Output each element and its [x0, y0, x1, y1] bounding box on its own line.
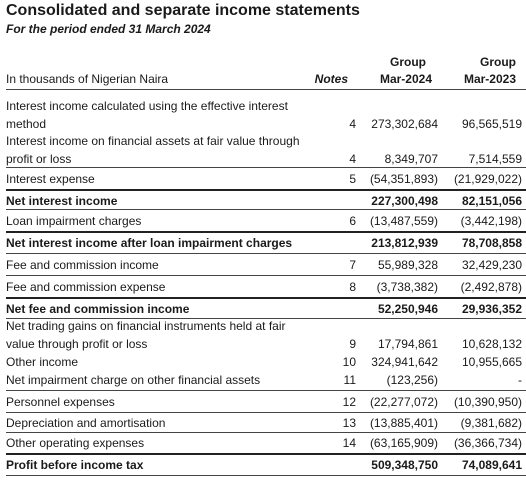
row-value-2024: 324,941,642: [371, 355, 438, 369]
row-value-2024: (22,277,072): [369, 395, 438, 409]
row-value-2023: (21,929,022): [453, 172, 522, 186]
subtotal-rule: [6, 297, 526, 299]
row-value-2024: (13,487,559): [369, 214, 438, 228]
table-row: [6, 234, 526, 252]
table-row: [6, 317, 526, 353]
row-note: 11: [343, 373, 356, 387]
table-row: [6, 353, 526, 371]
row-value-2024: 273,302,684: [371, 117, 438, 131]
row-divider: [6, 475, 526, 476]
row-value-2024: 509,348,750: [371, 458, 438, 472]
row-value-2023: (10,390,950): [453, 395, 522, 409]
table-row: [6, 278, 526, 296]
row-value-2024: 52,250,946: [377, 302, 438, 316]
row-label: Fee and commission expense: [6, 280, 166, 294]
row-value-2023: 32,429,230: [461, 258, 522, 272]
row-label: Personnel expenses: [6, 395, 115, 409]
table-row: [6, 414, 526, 432]
row-value-2023: (3,442,198): [460, 214, 522, 228]
row-note: 6: [349, 214, 356, 228]
row-value-2023: (36,366,734): [453, 436, 522, 450]
table-row: [6, 300, 526, 318]
row-note: 8: [349, 280, 356, 294]
row-label: Net trading gains on financial instruments held at fair value through profit or loss: [6, 319, 286, 351]
row-value-2023: 29,936,352: [461, 302, 522, 316]
row-label: Interest income on financial assets at fair value through profit or loss: [6, 134, 300, 166]
subtotal-rule: [6, 189, 526, 191]
row-value-2024: 17,794,861: [377, 337, 438, 351]
row-label: Net impairment charge on other financial assets: [6, 373, 261, 387]
table-row: [6, 132, 526, 168]
row-note: 4: [349, 152, 356, 166]
row-value-2024: 55,989,328: [377, 258, 438, 272]
statement-period: For the period ended 31 March 2024: [6, 22, 211, 36]
row-note: 14: [342, 436, 356, 450]
table-row: [6, 256, 526, 274]
row-value-2023: 10,628,132: [461, 337, 522, 351]
row-divider: [6, 209, 526, 210]
row-label: Fee and commission income: [6, 258, 159, 272]
row-value-2024: 213,812,939: [371, 236, 438, 250]
row-note: 5: [349, 172, 356, 186]
header-rule: [6, 89, 526, 90]
row-value-2023: (9,381,682): [460, 416, 522, 430]
row-value-2024: 8,349,707: [384, 152, 438, 166]
row-note: 4: [349, 117, 356, 131]
col2-header-period: Mar-2023: [463, 72, 516, 86]
row-label: Net interest income: [6, 194, 118, 208]
row-label: Net interest income after loan impairment charges: [6, 236, 293, 250]
table-row: [6, 212, 526, 230]
row-label: Other operating expenses: [6, 436, 145, 450]
subtotal-rule: [6, 453, 526, 455]
row-label: Depreciation and amortisation: [6, 416, 166, 430]
row-value-2024: (123,256): [386, 373, 438, 387]
row-label: Interest expense: [6, 172, 95, 186]
row-label: Interest income calculated using the effective interest method: [6, 99, 288, 131]
row-divider: [6, 167, 526, 168]
row-value-2024: 227,300,498: [371, 194, 438, 208]
row-label: Profit before income tax: [6, 458, 144, 472]
table-row: [6, 97, 526, 133]
table-row: [6, 393, 526, 411]
row-value-2023: (2,492,878): [460, 280, 522, 294]
col1-header-group: Group: [390, 55, 426, 69]
row-value-2023: 74,089,641: [461, 458, 522, 472]
row-value-2024: (63,165,909): [369, 436, 438, 450]
table-row: [6, 434, 526, 452]
notes-header: Notes: [314, 72, 348, 86]
statement-title: Consolidated and separate income statements: [6, 2, 360, 19]
units-label: In thousands of Nigerian Naira: [6, 72, 169, 86]
row-note: 10: [342, 355, 356, 369]
col1-header-period: Mar-2024: [379, 72, 432, 86]
table-row: [6, 170, 526, 188]
row-divider: [6, 412, 526, 413]
row-divider: [6, 432, 526, 433]
row-value-2023: -: [518, 373, 522, 387]
row-label: Net fee and commission income: [6, 302, 190, 316]
row-note: 7: [349, 258, 356, 272]
row-value-2023: 10,955,665: [461, 355, 522, 369]
row-note: 13: [342, 416, 356, 430]
row-divider: [6, 275, 526, 276]
table-row: [6, 192, 526, 210]
row-value-2024: (54,351,893): [369, 172, 438, 186]
table-row: [6, 456, 526, 474]
row-label: Loan impairment charges: [6, 214, 142, 228]
row-note: 9: [349, 337, 356, 351]
subtotal-rule: [6, 231, 526, 233]
row-value-2024: (3,738,382): [376, 280, 438, 294]
table-row: [6, 371, 526, 389]
row-divider: [6, 253, 526, 254]
row-value-2023: 78,708,858: [461, 236, 522, 250]
row-value-2023: 7,514,559: [468, 152, 522, 166]
row-note: 12: [342, 395, 356, 409]
row-value-2023: 96,565,519: [461, 117, 522, 131]
row-value-2024: (13,885,401): [369, 416, 438, 430]
col2-header-group: Group: [480, 55, 516, 69]
row-value-2023: 82,151,056: [461, 194, 522, 208]
row-label: Other income: [6, 355, 79, 369]
row-divider: [6, 390, 526, 391]
